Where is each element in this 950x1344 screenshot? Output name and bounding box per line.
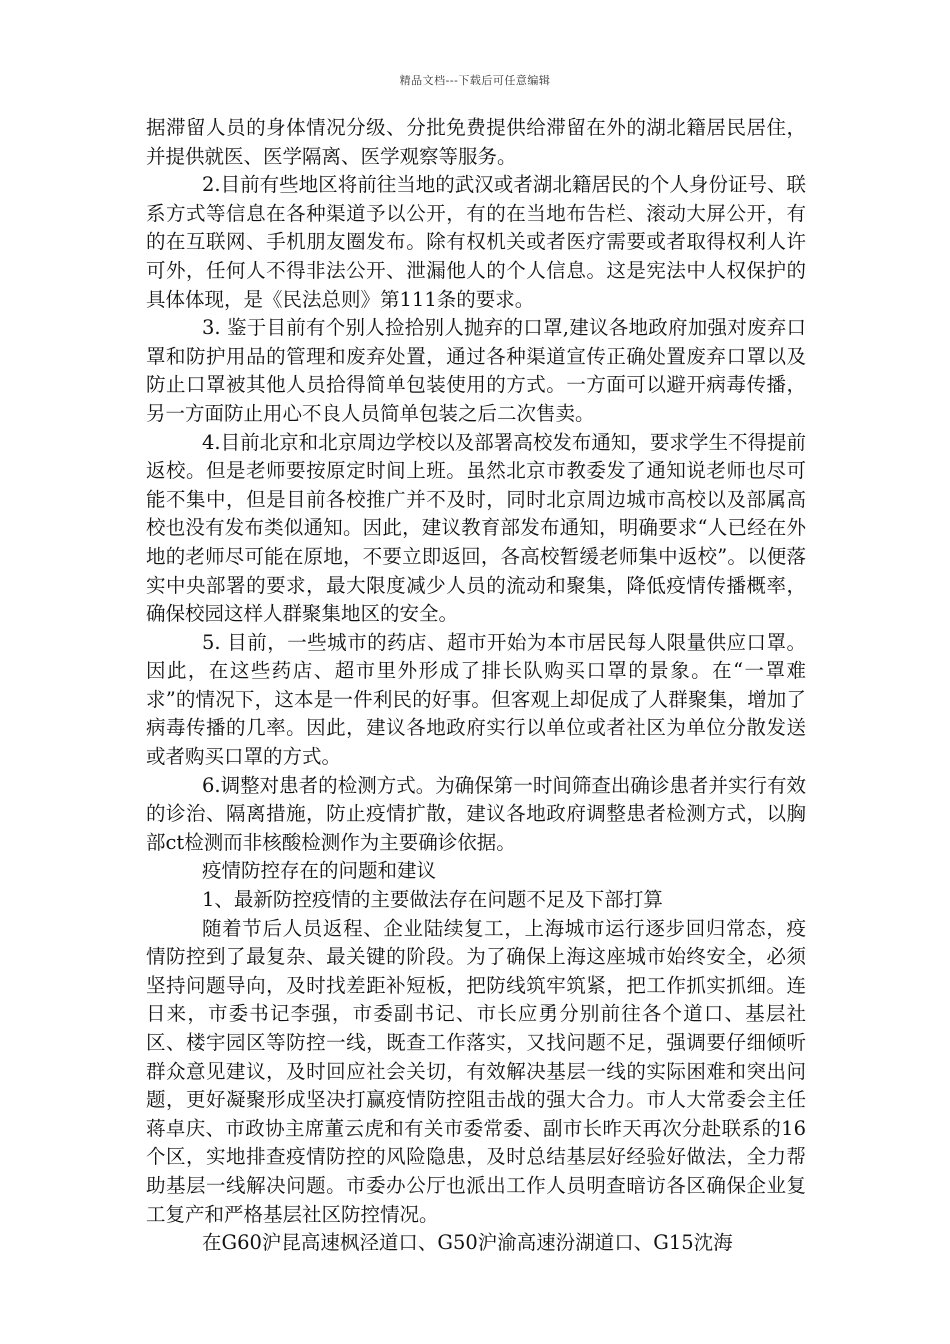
- page-header: 精品文档---下载后可任意编辑: [399, 74, 551, 87]
- paragraph-5: 5. 目前，一些城市的药店、超市开始为本市居民每人限量供应口罩。因此，在这些药店、超市里外形成了排长队购买口罩的景象。在“一罩难求”的情况下，这本是一件利民的好事。但客观上却促成了人群聚集，增加了病毒传播的几率。因此，建议各地政府实行以单位或者社区为单位分散发送或者购买口罩的方式。: [146, 630, 806, 769]
- paragraph-1: 据滞留人员的身体情况分级、分批免费提供给滞留在外的湖北籍居民居住，并提供就医、医学隔离、医学观察等服务。: [146, 116, 806, 168]
- paragraph-6: 6.调整对患者的检测方式。为确保第一时间筛查出确诊患者并实行有效的诊治、隔离措施，防止疫情扩散，建议各地政府调整患者检测方式，以胸部ct检测而非核酸检测作为主要确诊依据。: [146, 773, 806, 854]
- paragraph-8: 在G60沪昆高速枫泾道口、G50沪渝高速汾湖道口、G15沈海: [202, 1231, 733, 1255]
- paragraph-2: 2.目前有些地区将前往当地的武汉或者湖北籍居民的个人身份证号、联系方式等信息在各种渠道予以公开，有的在当地布告栏、滚动大屏公开，有的在互联网、手机朋友圈发布。除有权机关或者医疗需要或者取得权利人许可外，任何人不得非法公开、泄漏他人的个人信息。这是宪法中人权保护的具体体现，是《民法总则》第111条的要求。: [146, 173, 806, 311]
- subsection-heading: 1、最新防控疫情的主要做法存在问题不足及下部打算: [202, 888, 663, 912]
- paragraph-3: 3. 鉴于目前有个别人捡拾别人抛弃的口罩,建议各地政府加强对废弃口罩和防护用品的管理和废弃处置，通过各种渠道宣传正确处置废弃口罩以及防止口罩被其他人员拾得简单包装使用的方式。一方面可以避开病毒传播，另一方面防止用心不良人员简单包装之后二次售卖。: [146, 316, 806, 425]
- document-body: [146, 114, 806, 1258]
- paragraph-4: 4.目前北京和北京周边学校以及部署高校发布通知，要求学生不得提前返校。但是老师要按原定时间上班。虽然北京市教委发了通知说老师也尽可能不集中，但是目前各校推广并不及时，同时北京周边城市高校以及部属高校也没有发布类似通知。因此，建议教育部发布通知，明确要求“人已经在外地的老师尽可能在原地，不要立即返回，各高校暂缓老师集中返校”。以便落实中央部署的要求，最大限度减少人员的流动和聚集，降低疫情传播概率，确保校园这样人群聚集地区的安全。: [146, 430, 806, 626]
- section-heading: 疫情防控存在的问题和建议: [202, 859, 437, 883]
- paragraph-7: 随着节后人员返程、企业陆续复工，上海城市运行逐步回归常态，疫情防控到了最复杂、最关键的阶段。为了确保上海这座城市始终安全，必须坚持问题导向，及时找差距补短板，把防线筑牢筑紧，把工作抓实抓细。连日来，市委书记李强，市委副书记、市长应勇分别前往各个道口、基层社区、楼宇园区等防控一线，既查工作落实，又找问题不足，强调要仔细倾听群众意见建议，及时回应社会关切，有效解决基层一线的实际困难和突出问题，更好凝聚形成坚决打赢疫情防控阻击战的强大合力。市人大常委会主任蒋卓庆、市政协主席董云虎和有关市委常委、副市长昨天再次分赴联系的16个区，实地排查疫情防控的风险隐患，及时总结基层好经验好做法，全力帮助基层一线解决问题。市委办公厅也派出工作人员明查暗访各区确保企业复工复产和严格基层社区防控情况。: [146, 916, 806, 1226]
